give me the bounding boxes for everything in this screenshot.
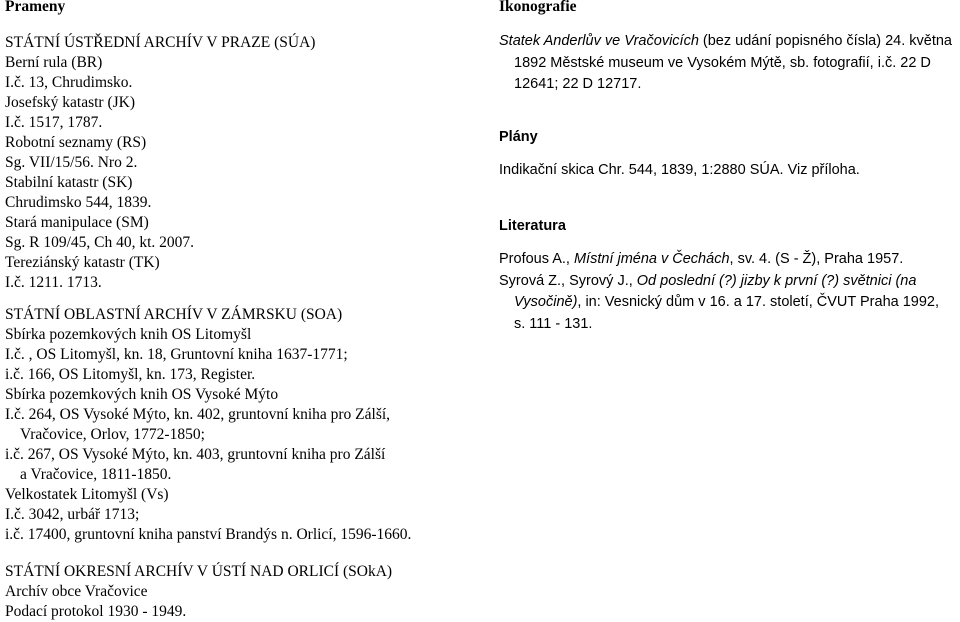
soa-line: Velkostatek Litomyšl (Vs): [5, 486, 169, 503]
sua-line: Josefský katastr (JK): [5, 94, 136, 111]
literatura-heading: Literatura: [499, 218, 566, 234]
sua-line: Tereziánský katastr (TK): [5, 254, 160, 271]
literatura-entry: Profous A., Místní jména v Čechách, sv. 4. (S - Ž), Praha 1957.: [499, 251, 904, 267]
ikonografie-line: 1892 Městské museum ve Vysokém Mýtě, sb. fotografií, i.č. 22 D: [514, 54, 931, 71]
plany-line: Indikační skica Chr. 544, 1839, 1:2880 SÚA. Viz příloha.: [499, 162, 860, 178]
soa-line: I.č. , OS Litomyšl, kn. 18, Gruntovní kniha 1637-1771;: [5, 346, 348, 363]
soa-line: I.č. 3042, urbář 1713;: [5, 506, 140, 523]
sua-title: STÁTNÍ ÚSTŘEDNÍ ARCHÍV V PRAZE (SÚA): [5, 34, 316, 51]
soa-line: Sbírka pozemkových knih OS Litomyšl: [5, 326, 252, 343]
soka-title: STÁTNÍ OKRESNÍ ARCHÍV V ÚSTÍ NAD ORLICÍ (SOkA): [5, 563, 393, 580]
soka-line: Archív obce Vračovice: [5, 583, 148, 600]
sua-line: Robotní seznamy (RS): [5, 134, 147, 151]
soa-line: I.č. 264, OS Vysoké Mýto, kn. 402, gruntovní kniha pro Zálší,: [5, 406, 391, 423]
sua-line: Berní rula (BR): [5, 54, 103, 71]
plany-heading: Plány: [499, 129, 538, 145]
soa-line: Sbírka pozemkových knih OS Vysoké Mýto: [5, 386, 279, 403]
soka-section: [5, 562, 392, 622]
literatura-entry-cont: s. 111 - 131.: [514, 315, 593, 332]
sua-line: Stabilní katastr (SK): [5, 174, 133, 191]
soa-line: i.č. 166, OS Litomyšl, kn. 173, Register.: [5, 366, 256, 383]
sua-line: I.č. 1517, 1787.: [5, 114, 103, 131]
soa-line: Vračovice, Orlov, 1772-1850;: [20, 426, 205, 443]
soa-line: i.č. 267, OS Vysoké Mýto, kn. 403, gruntovní kniha pro Zálší: [5, 446, 386, 463]
ikonografie-section: [499, 31, 952, 96]
sua-line: Chrudimsko 544, 1839.: [5, 194, 152, 211]
ikonografie-line: 12641; 22 D 12717.: [514, 76, 642, 92]
literatura-section: [499, 249, 939, 335]
literatura-entry-cont: Vysočině), in: Vesnický dům v 16. a 17. století, ČVUT Praha 1992,: [514, 294, 940, 310]
sources-heading: Prameny: [5, 0, 66, 15]
sua-section: [5, 33, 315, 293]
soka-line: Podací protokol 1930 - 1949.: [5, 603, 187, 620]
sua-line: I.č. 13, Chrudimsko.: [5, 74, 133, 91]
ikonografie-heading: Ikonografie: [499, 0, 577, 15]
soa-line: a Vračovice, 1811-1850.: [20, 466, 172, 483]
soa-line: i.č. 17400, gruntovní kniha panství Brandýs n. Orlicí, 1596-1660.: [5, 526, 412, 543]
sua-line: Sg. R 109/45, Ch 40, kt. 2007.: [5, 234, 195, 251]
ikonografie-italic: Statek Anderlův ve Vračovicích: [499, 33, 699, 49]
soa-title: STÁTNÍ OBLASTNÍ ARCHÍV V ZÁMRSKU (SOA): [5, 306, 343, 323]
ikonografie-line: Statek Anderlův ve Vračovicích (bez udání popisného čísla) 24. května: [499, 33, 952, 49]
literatura-entry: Syrová Z., Syrový J., Od poslední (?) jizby k první (?) světnici (na: [499, 272, 917, 289]
soa-section: [5, 305, 411, 545]
sua-line: Sg. VII/15/56. Nro 2.: [5, 154, 138, 171]
sua-line: I.č. 1211. 1713.: [5, 274, 102, 291]
sua-line: Stará manipulace (SM): [5, 214, 149, 231]
